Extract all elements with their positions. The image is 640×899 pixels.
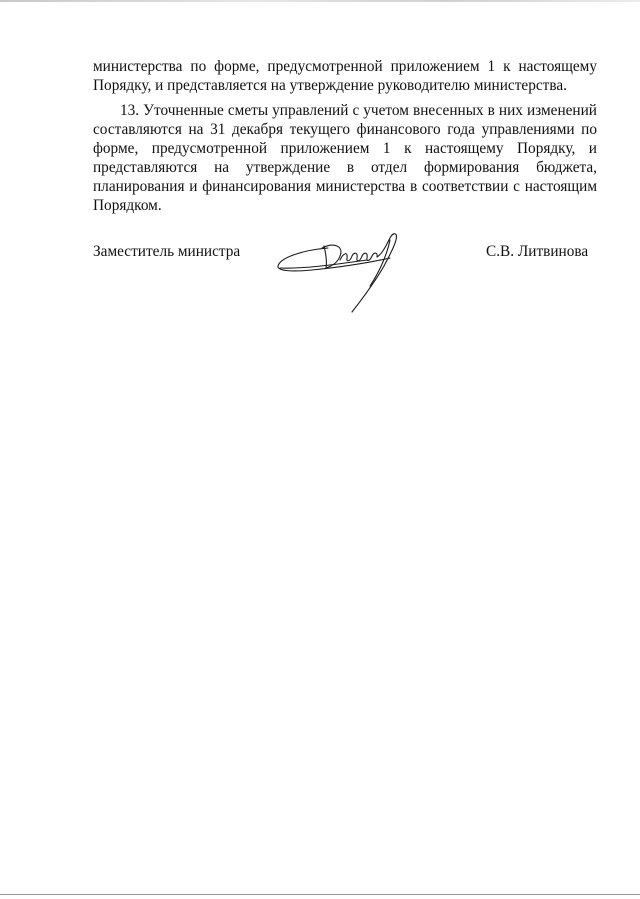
signer-name: С.В. Литвинова (486, 243, 589, 260)
scan-edge-bottom (0, 894, 640, 895)
scan-edge-top (0, 0, 640, 2)
paragraph-continuation: министерства по форме, предусмотренной приложением 1 к настоящему Порядку, и представляется на утверждение руководителю министерства. (93, 58, 597, 94)
handwritten-signature-icon (272, 228, 412, 318)
paragraph-13: 13. Уточненные сметы управлений с учетом внесенных в них изменений составляются на 31 декабря текущего финансового года управлениями по форме, предусмотренной приложением 1 к настоящему Порядку, и представляются на утверждение в отдел формирования бюджета, планирования и финансирования министерства в соответствии с настоящим Порядком. (93, 102, 597, 214)
signer-position: Заместитель министра (93, 243, 241, 260)
